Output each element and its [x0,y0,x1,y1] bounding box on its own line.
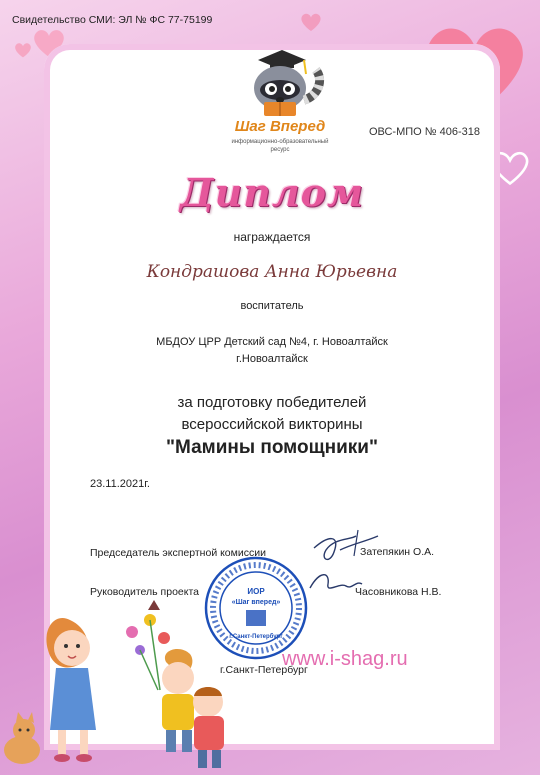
reason-line2: всероссийской викторины [181,416,363,433]
lead-name: Часовникова Н.В. [355,586,442,598]
chair-title: Председатель экспертной комиссии [90,547,266,559]
issue-city: г.Санкт-Петербург [220,664,308,676]
diploma-title: Диплом [179,170,365,215]
media-registration: Свидетельство СМИ: ЭЛ № ФС 77-75199 [12,14,213,26]
stamp-center-line1: ИОР [247,587,265,596]
recipient-position: воспитатель [240,300,304,312]
stamp-center-line2: «Шаг вперед» [231,599,281,606]
registration-number: ОВС-МПО № 406-318 [368,126,480,138]
logo-brand: Шаг Вперед [234,118,326,135]
lead-title: Руководитель проекта [90,586,200,598]
awarded-label: награждается [233,230,311,244]
organization-line2: г.Новоалтайск [236,353,308,365]
recipient-name: Кондрашова Анна Юрьевна [146,262,398,282]
logo-subtitle-line1: информационно-образовательный [231,139,329,145]
logo-subtitle [220,138,340,154]
reason-line1: за подготовку победителей [177,394,367,411]
raccoon-mascot-icon [220,44,340,120]
stamp-city: г.Санкт-Петербург [229,634,283,640]
award-date: 23.11.2021г. [90,478,150,490]
quiz-name: "Мамины помощники" [166,437,378,458]
logo [220,44,340,162]
chair-name: Затепякин О.А. [360,546,435,558]
website-link[interactable]: www.i-shag.ru [282,648,408,670]
children-illustration [0,590,240,775]
heart-decoration-icon [14,42,32,58]
organization-line1: МБДОУ ЦРР Детский сад №4, г. Новоалтайск [156,336,388,348]
logo-subtitle-line2: ресурс [270,147,290,153]
heart-decoration-icon [300,12,322,32]
signature-mark [300,526,390,606]
